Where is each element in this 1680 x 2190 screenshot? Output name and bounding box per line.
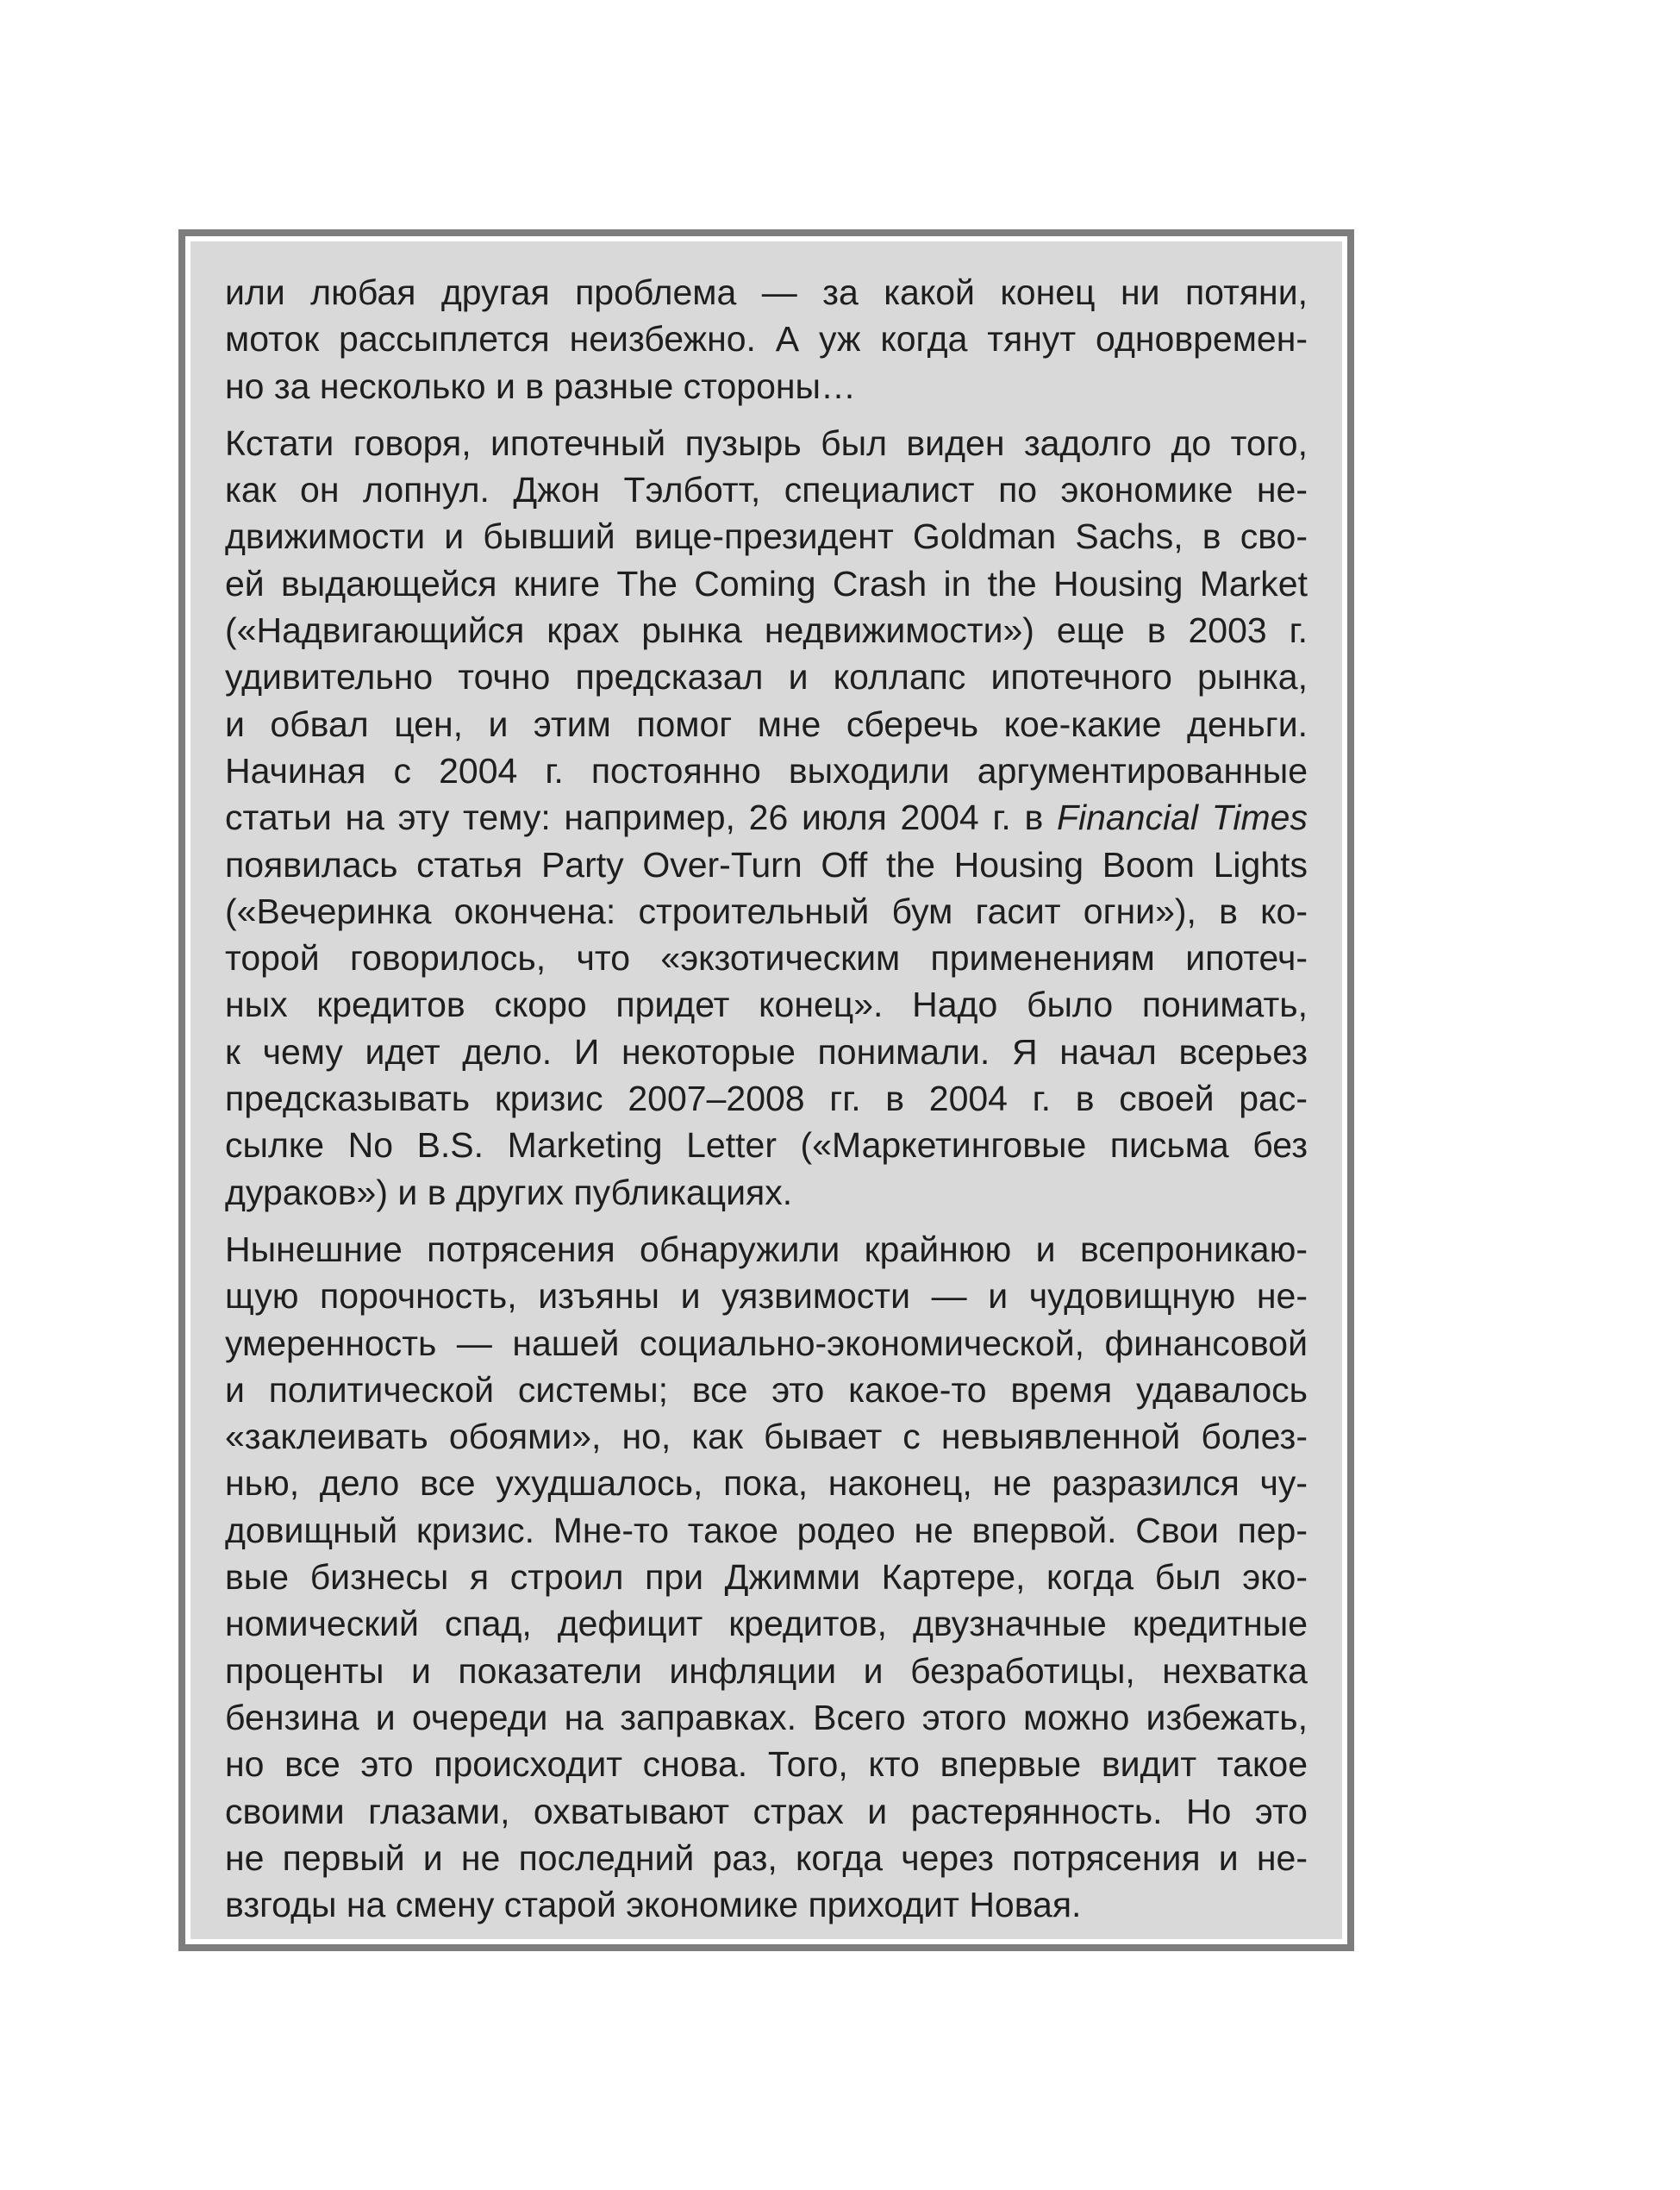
text-line: своими глазами, охватывают страх и растерянность. Но это xyxy=(225,1791,1308,1831)
text-line: ей выдающейся книге The Coming Crash in the Housing Market xyxy=(225,563,1308,604)
text-line: но все это происходит снова. Того, кто впервые видит такое xyxy=(225,1744,1308,1785)
text-line: сылке No B.S. Marketing Letter («Маркетинговые письма без xyxy=(225,1125,1308,1166)
text-line: моток рассыплется неизбежно. А уж когда тянут одновремен- xyxy=(225,319,1308,360)
text-line: взгоды на смену старой экономике приходит Новая. xyxy=(225,1885,1082,1925)
text-line: ных кредитов скоро придет конец». Надо было понимать, xyxy=(225,985,1308,1025)
paragraph-1 xyxy=(225,269,1308,410)
text-line: не первый и не последний раз, когда через потрясения и не- xyxy=(225,1837,1308,1878)
text-line: довищный кризис. Мне-то такое родео не впервой. Свои пер- xyxy=(225,1510,1308,1550)
text-line-with-italic xyxy=(225,794,1308,841)
text-line: к чему идет дело. И некоторые понимали. Я начал всерьез xyxy=(225,1031,1308,1072)
text-line: торой говорилось, что «экзотическим применениям ипотеч- xyxy=(225,938,1308,979)
text-line: номический спад, дефицит кредитов, двузначные кредитные xyxy=(225,1604,1308,1644)
text-line: движимости и бывший вице-президент Goldman Sachs, в сво- xyxy=(225,516,1308,557)
text-line: удивительно точно предсказал и коллапс ипотечного рынка, xyxy=(225,657,1308,698)
text-line: предсказывать кризис 2007–2008 гг. в 2004 г. в своей рас- xyxy=(225,1079,1308,1119)
text-line: «заклеивать обоями», но, как бывает с невыявленной болез- xyxy=(225,1417,1308,1457)
paragraph-3 xyxy=(225,1226,1308,1928)
text-line: и обвал цен, и этим помог мне сберечь кое-какие деньги. xyxy=(225,704,1308,744)
text-line: Начиная с 2004 г. постоянно выходили аргументированные xyxy=(225,750,1308,791)
sidebar-content xyxy=(190,241,1342,1939)
text-line: дураков») и в других публикациях. xyxy=(225,1172,793,1212)
text-run: статьи на эту тему: например, 26 июля 2004 г. в xyxy=(225,798,1057,838)
text-line: вые бизнесы я строил при Джимми Картере, когда был эко- xyxy=(225,1557,1308,1598)
paragraph-2 xyxy=(225,420,1308,1216)
text-line: как он лопнул. Джон Тэлботт, специалист по экономике не- xyxy=(225,470,1308,510)
text-line: или любая другая проблема — за какой конец ни потяни, xyxy=(225,272,1308,312)
text-line: нью, дело все ухудшалось, пока, наконец, не разразился чу- xyxy=(225,1463,1308,1504)
text-line: проценты и показатели инфляции и безработицы, нехватка xyxy=(225,1650,1308,1691)
sidebar-box xyxy=(178,229,1354,1951)
italic-title: Financial Times xyxy=(1056,798,1308,838)
text-line: Нынешние потрясения обнаружили крайнюю и всепроникаю- xyxy=(225,1229,1308,1269)
text-line: умеренность — нашей социально-экономической, финансовой xyxy=(225,1323,1308,1363)
text-line: бензина и очереди на заправках. Всего этого можно избежать, xyxy=(225,1697,1308,1737)
text-line: щую порочность, изъяны и уязвимости — и чудовищную не- xyxy=(225,1276,1308,1317)
text-line: и политической системы; все это какое-то время удавалось xyxy=(225,1369,1308,1410)
text-line: («Вечеринка окончена: строительный бум гасит огни»), в ко- xyxy=(225,891,1308,931)
text-line: но за несколько и в разные стороны… xyxy=(225,366,856,406)
text-line: Кстати говоря, ипотечный пузырь был виден задолго до того, xyxy=(225,422,1308,463)
text-line: появилась статья Party Over-Turn Off the Housing Boom Lights xyxy=(225,844,1308,885)
text-line: («Надвигающийся крах рынка недвижимости») еще в 2003 г. xyxy=(225,610,1308,651)
